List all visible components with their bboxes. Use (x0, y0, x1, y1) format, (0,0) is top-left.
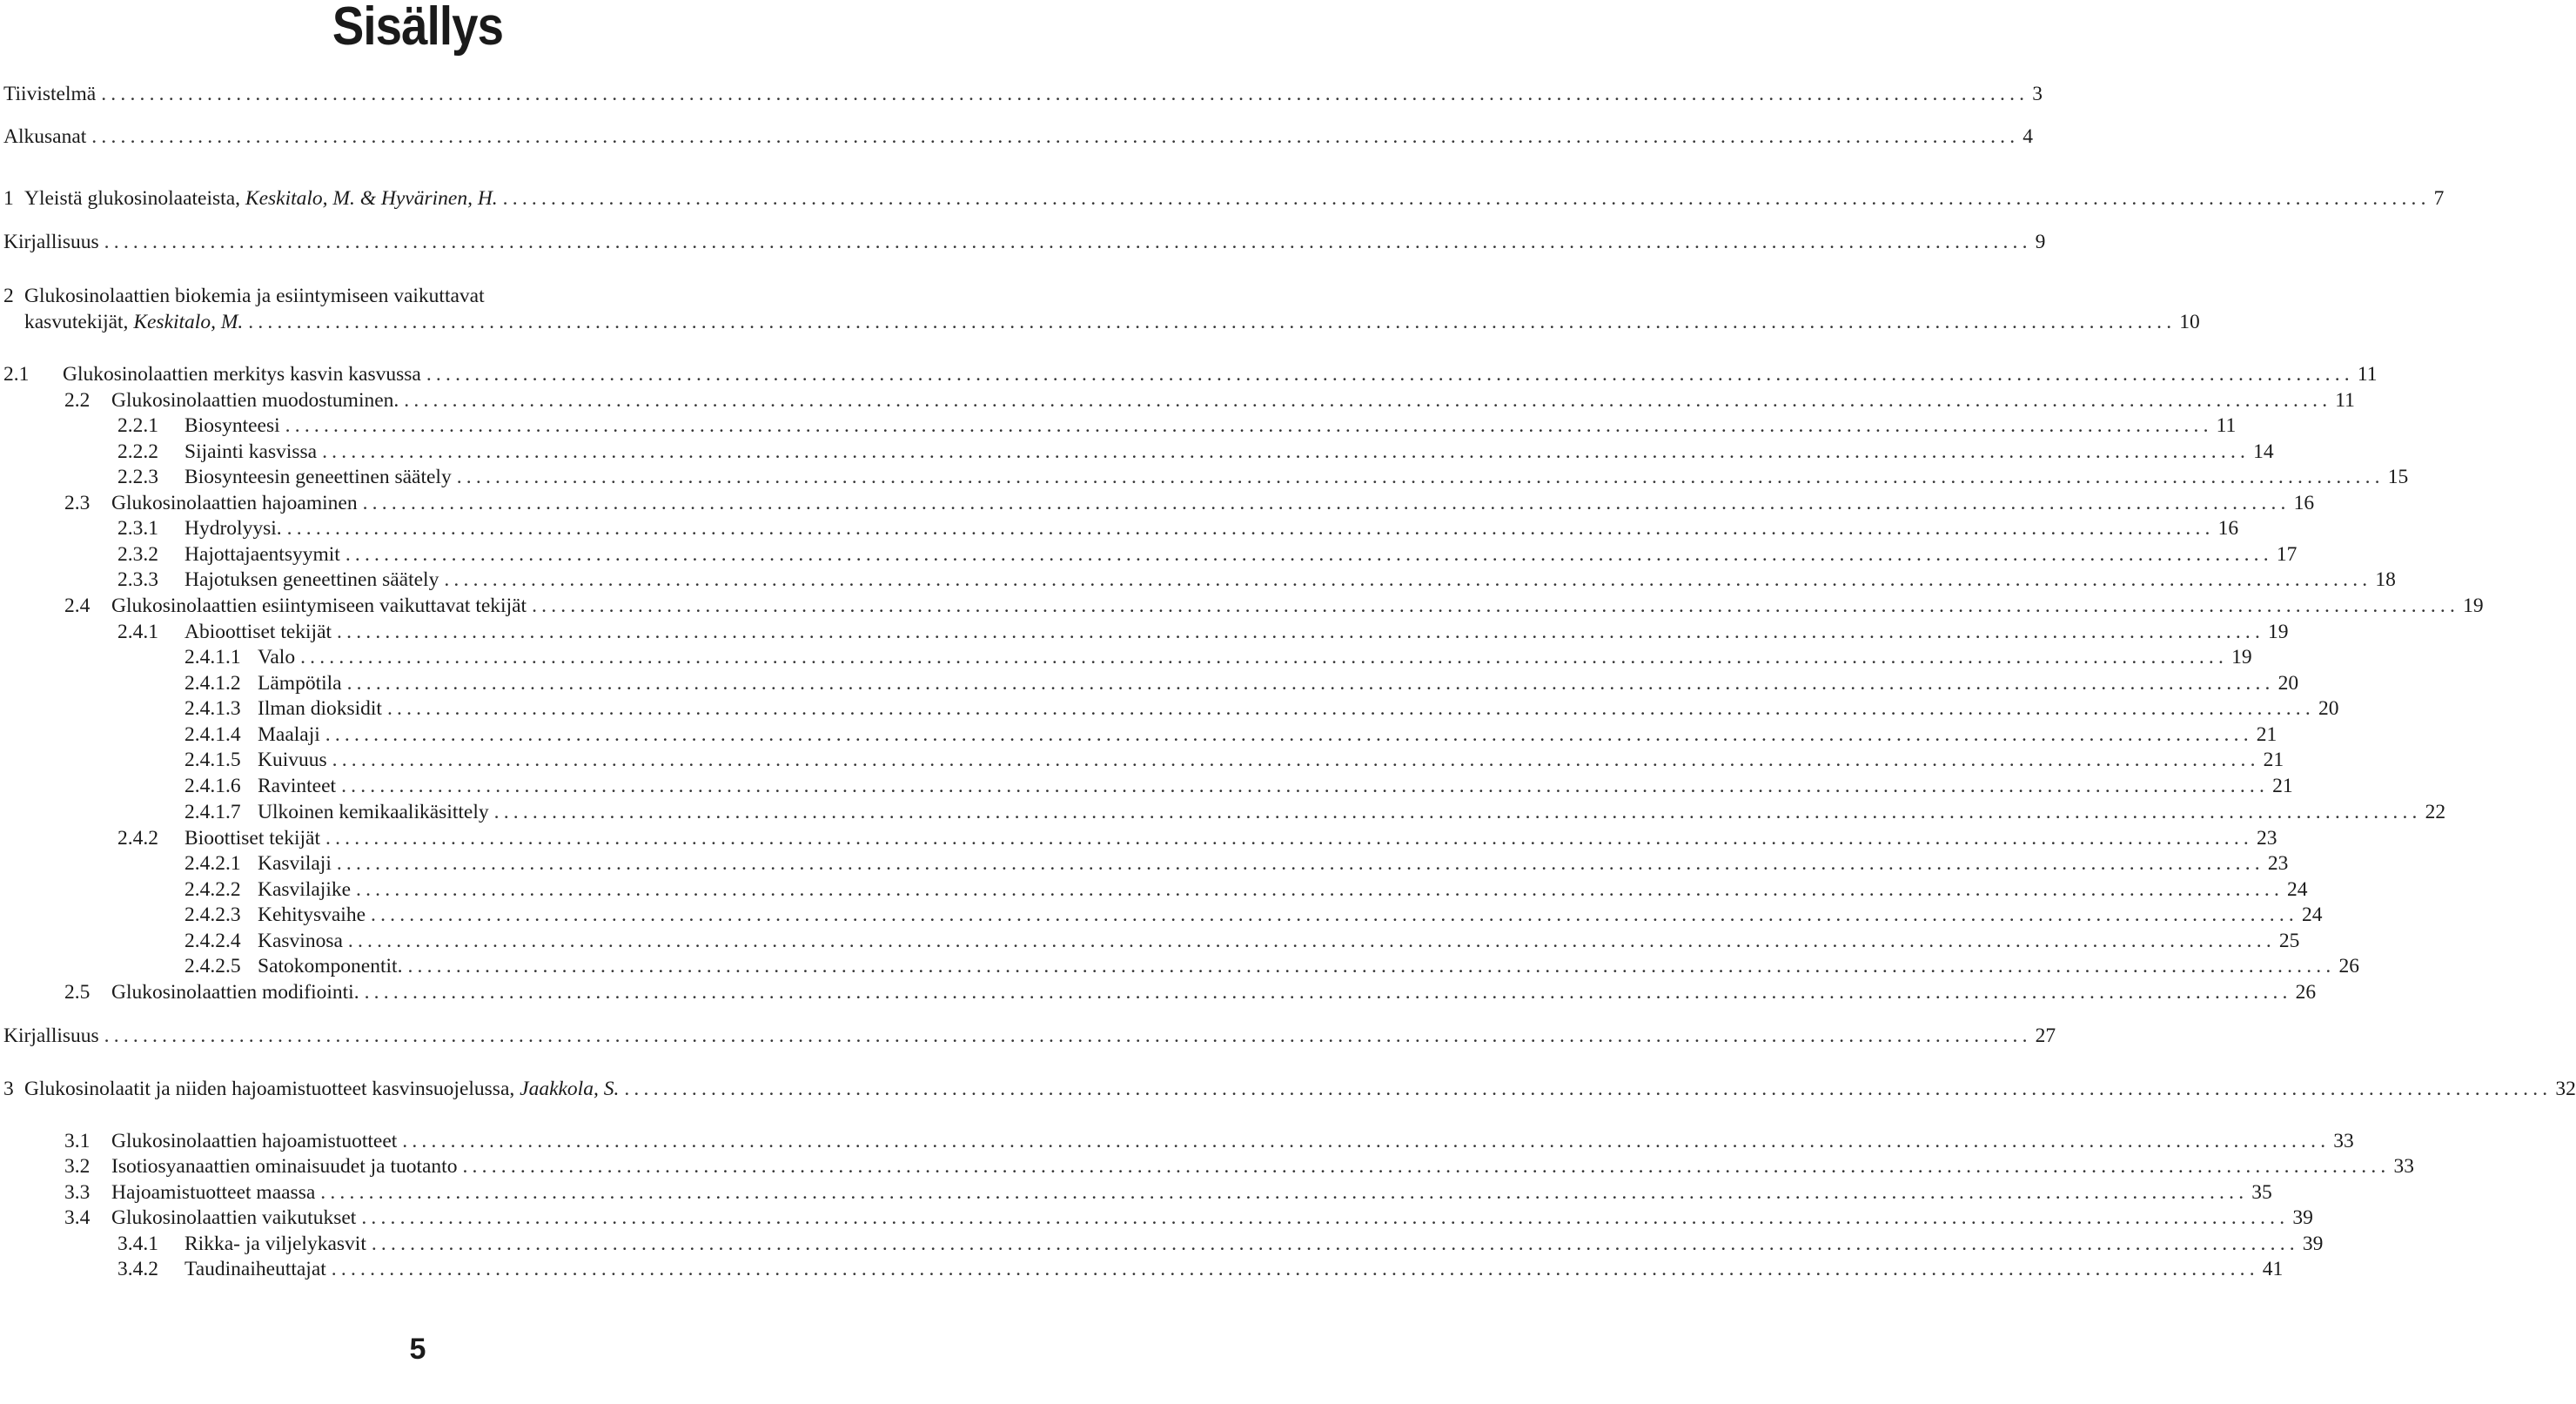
toc-entry-title-text: Satokomponentit. (258, 955, 403, 977)
toc-entry-page: 17 (2276, 543, 2298, 566)
toc-entry-number: 2.4.1.3 (184, 697, 241, 720)
toc-dot-leader: ........................................................................................................................................................................................................ (364, 981, 2292, 1004)
toc-entry-title-text: Hajottajaentsyymit (184, 543, 340, 566)
toc-entry-author: Keskitalo, M. (133, 311, 244, 333)
toc-entry-title-text: Glukosinolaattien modifiointi. (111, 981, 359, 1004)
toc-entry (0, 361, 2378, 387)
toc-dot-leader: ........................................................................................................................................................................................................ (502, 187, 2431, 210)
toc-entry-page: 21 (2272, 775, 2293, 797)
toc-entry (0, 722, 2277, 748)
toc-entry-title (111, 1128, 397, 1154)
toc-entry-page: 4 (2023, 125, 2034, 148)
toc-entry-title (184, 1256, 326, 1282)
toc-entry-title (184, 1231, 366, 1257)
toc-entry-title-text: Abioottiset tekijät (184, 621, 332, 643)
toc-entry-page: 23 (2257, 827, 2277, 850)
toc-entry-title (24, 1076, 619, 1102)
toc-entry-page: 35 (2251, 1181, 2272, 1204)
toc-entry-title (63, 361, 421, 387)
toc-entry-page: 32 (2555, 1078, 2576, 1100)
toc-entry-title (3, 1023, 99, 1049)
toc-dot-leader: ........................................................................................................................................................................................................ (371, 904, 2298, 926)
toc-entry (0, 124, 2034, 150)
toc-entry-title-text: Isotiosyanaattien ominaisuudet ja tuotanto (111, 1155, 458, 1178)
toc-entry-title-text: Ulkoinen kemikaalikäsittely (258, 801, 489, 823)
toc-entry (0, 309, 2200, 335)
toc-entry-title (24, 185, 498, 212)
toc-dot-leader: ........................................................................................................................................................................................................ (341, 775, 2270, 797)
toc-dot-leader: ........................................................................................................................................................................................................ (462, 1155, 2391, 1178)
toc-entry-title-text: Glukosinolaatit ja niiden hajoamistuotteet kasvinsuojelussa, (24, 1078, 520, 1100)
toc-entry (0, 670, 2299, 696)
toc-entry-page: 20 (2318, 697, 2339, 720)
toc-entry-page: 39 (2292, 1206, 2313, 1229)
toc-entry-title-text: Alkusanat (3, 125, 87, 148)
toc-entry-page: 22 (2425, 801, 2446, 823)
toc-entry-number: 2.4.1.4 (184, 723, 241, 746)
toc-entry-title-text: Glukosinolaattien biokemia ja esiintymiseen vaikuttavat (24, 285, 485, 307)
toc-dot-leader: ........................................................................................................................................................................................................ (407, 955, 2336, 977)
toc-entry (0, 1231, 2324, 1257)
toc-entry-page: 19 (2268, 621, 2289, 643)
toc-entry-number: 2.4.2.3 (184, 904, 241, 926)
toc-entry-page: 24 (2287, 878, 2308, 901)
toc-dot-leader: ........................................................................................................................................................................................................ (285, 414, 2213, 437)
toc-dot-leader: ........................................................................................................................................................................................................ (320, 1181, 2249, 1204)
toc-entry-title (258, 722, 320, 748)
toc-entry-title (258, 953, 402, 979)
toc-entry-page: 21 (2256, 723, 2277, 746)
toc-entry (0, 1153, 2414, 1179)
toc-entry-title (258, 877, 351, 903)
toc-entry (0, 1179, 2272, 1206)
toc-entry-number: 3.3 (64, 1181, 91, 1204)
toc-entry-number: 3.2 (64, 1155, 91, 1178)
toc-entry-page: 18 (2375, 568, 2396, 591)
toc-entry (0, 799, 2446, 825)
toc-entry-page: 26 (2295, 981, 2317, 1004)
toc-entry-page: 19 (2231, 646, 2252, 668)
toc-entry-number: 2.4.1.5 (184, 749, 241, 771)
toc-dot-leader: ........................................................................................................................................................................................................ (336, 852, 2264, 875)
toc-entry-page: 21 (2263, 749, 2284, 771)
toc-entry-title-text: Ravinteet (258, 775, 337, 797)
toc-entry-number: 2.2.1 (117, 414, 158, 437)
toc-entry-author: Jaakkola, S. (520, 1078, 620, 1100)
toc-entry (0, 928, 2300, 954)
toc-dot-leader: ........................................................................................................................................................................................................ (322, 440, 2251, 463)
toc-entry-number: 2.4.2 (117, 827, 158, 850)
page-title: Sisällys (332, 0, 504, 57)
toc-dot-leader: ........................................................................................................................................................................................................ (300, 646, 2229, 668)
toc-entry-number: 2.4.1.7 (184, 801, 241, 823)
toc-entry-number: 2.3.2 (117, 543, 158, 566)
toc-entry-title-text: Biosynteesi (184, 414, 280, 437)
toc-entry-title-text: Glukosinolaattien esiintymiseen vaikuttavat tekijät (111, 595, 527, 617)
page-number: 5 (409, 1333, 426, 1366)
toc-entry-title (258, 902, 366, 928)
toc-dot-leader: ........................................................................................................................................................................................................ (286, 517, 2215, 540)
toc-entry-title-text: Kasvilajike (258, 878, 352, 901)
toc-entry-author: Keskitalo, M. & Hyvärinen, H. (245, 187, 498, 210)
toc-entry-number: 2.3.3 (117, 568, 158, 591)
toc-entry-page: 11 (2335, 389, 2355, 412)
toc-entry-page: 16 (2217, 517, 2239, 540)
toc-entry-number: 2.4.1.6 (184, 775, 241, 797)
toc-entry-page: 39 (2302, 1233, 2324, 1255)
toc-entry-title (3, 124, 86, 150)
toc-entry-title-text: Kasvilaji (258, 852, 332, 875)
toc-entry (0, 979, 2317, 1005)
toc-entry-number: 2 (3, 285, 14, 307)
toc-entry-title (258, 773, 336, 799)
toc-dot-leader: ........................................................................................................................................................................................................ (104, 231, 2032, 253)
toc-entry-number: 2.3 (64, 492, 91, 514)
toc-entry-number: 2.1 (3, 363, 30, 386)
toc-entry-number: 2.4.1.1 (184, 646, 241, 668)
toc-entry-title-text: Biosynteesin geneettinen säätely (184, 466, 452, 488)
toc-entry-title-text: Taudinaiheuttajat (184, 1258, 326, 1280)
toc-entry (0, 1023, 2056, 1049)
toc-entry-number: 2.3.1 (117, 517, 158, 540)
toc-dot-leader: ........................................................................................................................................................................................................ (325, 827, 2253, 850)
toc-entry-title (258, 799, 489, 825)
toc-entry-title-text: Bioottiset tekijät (184, 827, 320, 850)
toc-dot-leader: ........................................................................................................................................................................................................ (386, 697, 2315, 720)
toc-entry-page: 14 (2253, 440, 2274, 463)
toc-entry-title (24, 309, 243, 335)
toc-entry (0, 593, 2484, 619)
toc-entry-title (184, 464, 452, 490)
toc-entry (0, 387, 2355, 413)
toc-entry-title (111, 1205, 356, 1231)
toc-entry-page: 11 (2357, 363, 2378, 386)
toc-entry (0, 439, 2274, 465)
toc-entry (0, 747, 2284, 773)
toc-entry-number: 3.1 (64, 1130, 91, 1152)
toc-entry-number: 2.4.2.4 (184, 930, 241, 952)
toc-dot-leader: ........................................................................................................................................................................................................ (444, 568, 2372, 591)
toc-entry-number: 3.4.1 (117, 1233, 158, 1255)
toc-entry (0, 695, 2339, 722)
toc-entry-title (258, 928, 343, 954)
toc-entry-page: 15 (2387, 466, 2409, 488)
toc-dot-leader: ........................................................................................................................................................................................................ (331, 1258, 2259, 1280)
toc-entry-title (184, 619, 332, 645)
toc-entry-page: 9 (2035, 231, 2046, 253)
toc-entry-title-text: Kasvinosa (258, 930, 343, 952)
toc-entry-title (184, 567, 439, 593)
toc-entry-title-text: Kehitysvaihe (258, 904, 366, 926)
toc-entry-page: 11 (2216, 414, 2237, 437)
toc-entry-number: 3 (3, 1078, 14, 1100)
toc-entry (0, 825, 2277, 851)
toc-dot-leader: ........................................................................................................................................................................................................ (325, 723, 2253, 746)
toc-entry-title (111, 490, 358, 516)
toc-entry-title-text: Kirjallisuus (3, 231, 99, 253)
toc-entry (0, 902, 2323, 928)
toc-dot-leader: ........................................................................................................................................................................................................ (248, 311, 2177, 333)
toc-entry-number: 2.2 (64, 389, 91, 412)
toc-entry-title-text: Glukosinolaattien hajoamistuotteet (111, 1130, 398, 1152)
toc-entry-title (24, 283, 485, 309)
toc-entry-number: 2.2.3 (117, 466, 158, 488)
toc-dot-leader: ........................................................................................................................................................................................................ (104, 1024, 2032, 1047)
toc-entry-title-text: Glukosinolaattien vaikutukset (111, 1206, 357, 1229)
toc-dot-leader: ........................................................................................................................................................................................................ (371, 1233, 2299, 1255)
toc-dot-leader: ........................................................................................................................................................................................................ (493, 801, 2422, 823)
toc-dot-leader: ........................................................................................................................................................................................................ (347, 930, 2276, 952)
toc-entry-number: 2.5 (64, 981, 91, 1004)
toc-entry-title-text: Glukosinolaattien merkitys kasvin kasvussa (63, 363, 421, 386)
toc-entry (0, 515, 2239, 541)
toc-entry (0, 185, 2445, 212)
toc-entry (0, 644, 2252, 670)
toc-entry-title-text: Kirjallisuus (3, 1024, 99, 1047)
toc-entry-title-text: Sijainti kasvissa (184, 440, 318, 463)
toc-entry-title-text: Hajotuksen geneettinen säätely (184, 568, 439, 591)
toc-entry (0, 850, 2289, 877)
toc-entry-title-text: Ilman dioksidit (258, 697, 382, 720)
toc-entry-title-text: Glukosinolaattien muodostuminen. (111, 389, 399, 412)
toc-entry-page: 20 (2277, 672, 2299, 695)
toc-entry-title (184, 825, 320, 851)
toc-entry-page: 27 (2035, 1024, 2056, 1047)
toc-dot-leader: ........................................................................................................................................................................................................ (426, 363, 2354, 386)
toc-entry-title-text: Hajoamistuotteet maassa (111, 1181, 316, 1204)
toc-dot-leader: ........................................................................................................................................................................................................ (361, 1206, 2290, 1229)
toc-entry-number: 2.4.1 (117, 621, 158, 643)
toc-entry-page: 25 (2278, 930, 2300, 952)
toc-entry-page: 16 (2293, 492, 2315, 514)
toc-entry-title-text: Valo (258, 646, 296, 668)
toc-entry-title-text: Maalaji (258, 723, 320, 746)
toc-entry (0, 413, 2237, 439)
toc-entry (0, 464, 2409, 490)
toc-entry-page: 10 (2179, 311, 2200, 333)
toc-entry-page: 33 (2393, 1155, 2414, 1178)
toc-entry-title (258, 670, 342, 696)
toc-entry-title (184, 439, 317, 465)
toc-entry-number: 1 (3, 187, 14, 210)
toc-entry-title (111, 593, 527, 619)
toc-entry (0, 953, 2359, 979)
toc-entry-title (184, 515, 282, 541)
toc-entry (0, 773, 2293, 799)
toc-entry-title (258, 747, 327, 773)
toc-entry (0, 567, 2396, 593)
toc-entry-title-text: Glukosinolaattien hajoaminen (111, 492, 358, 514)
toc-entry-title-text: kasvutekijät, (24, 311, 134, 333)
toc-entry-title-text: Kuivuus (258, 749, 327, 771)
toc-entry (0, 1256, 2284, 1282)
toc-entry (0, 1076, 2576, 1102)
toc-entry-number: 2.2.2 (117, 440, 158, 463)
toc-dot-leader: ........................................................................................................................................................................................................ (332, 749, 2260, 771)
toc-dot-leader: ........................................................................................................................................................................................................ (356, 878, 2284, 901)
toc-entry-title-text: Yleistä glukosinolaateista, (24, 187, 245, 210)
toc-entry-title (3, 229, 99, 255)
toc-entry (0, 619, 2289, 645)
toc-entry-title-text: Rikka- ja viljelykasvit (184, 1233, 366, 1255)
toc-entry-number: 2.4.2.2 (184, 878, 241, 901)
toc-entry-title (258, 850, 332, 877)
toc-entry-title (258, 695, 382, 722)
toc-entry (0, 1128, 2354, 1154)
toc-entry-number: 2.4.2.5 (184, 955, 241, 977)
toc-entry-number: 3.4 (64, 1206, 91, 1229)
toc-entry-page: 7 (2433, 187, 2445, 210)
toc-entry-page: 26 (2338, 955, 2359, 977)
toc-dot-leader: ........................................................................................................................................................................................................ (456, 466, 2385, 488)
toc-entry (0, 283, 835, 309)
toc-entry-number: 3.4.2 (117, 1258, 158, 1280)
toc-entry-page: 3 (2032, 83, 2043, 105)
toc-entry (0, 490, 2315, 516)
toc-entry-title (111, 387, 399, 413)
toc-entry-title (111, 979, 359, 1005)
toc-entry (0, 81, 2043, 107)
toc-dot-leader: ........................................................................................................................................................................................................ (346, 672, 2275, 695)
toc-entry-title (3, 81, 96, 107)
toc-dot-leader: ........................................................................................................................................................................................................ (101, 83, 2029, 105)
toc-entry-title-text: Hydrolyysi. (184, 517, 282, 540)
toc-dot-leader: ........................................................................................................................................................................................................ (404, 389, 2332, 412)
toc-dot-leader: ........................................................................................................................................................................................................ (624, 1078, 2553, 1100)
toc-entry-title (184, 541, 340, 568)
toc-entry-page: 23 (2267, 852, 2289, 875)
toc-dot-leader: ........................................................................................................................................................................................................ (362, 492, 2291, 514)
toc-dot-leader: ........................................................................................................................................................................................................ (345, 543, 2273, 566)
toc-entry-number: 2.4.2.1 (184, 852, 241, 875)
toc-entry-page: 33 (2333, 1130, 2354, 1152)
toc-entry-title (184, 413, 280, 439)
toc-entry (0, 541, 2298, 568)
toc-entry (0, 1205, 2313, 1231)
toc-entry-page: 19 (2463, 595, 2484, 617)
toc-dot-leader: ........................................................................................................................................................................................................ (402, 1130, 2331, 1152)
toc-entry-title-text: Tiivistelmä (3, 83, 97, 105)
toc-entry-title (258, 644, 295, 670)
toc-entry (0, 229, 2046, 255)
toc-entry (0, 877, 2308, 903)
toc-entry-title (111, 1153, 457, 1179)
toc-dot-leader: ........................................................................................................................................................................................................ (91, 125, 2020, 148)
toc-entry-number: 2.4 (64, 595, 91, 617)
toc-dot-leader: ........................................................................................................................................................................................................ (337, 621, 2265, 643)
toc-entry-page: 41 (2262, 1258, 2284, 1280)
toc-entry-number: 2.4.1.2 (184, 672, 241, 695)
toc-dot-leader: ........................................................................................................................................................................................................ (532, 595, 2460, 617)
toc-entry-title (111, 1179, 315, 1206)
toc-entry-page: 24 (2302, 904, 2323, 926)
toc-entry-title-text: Lämpötila (258, 672, 342, 695)
